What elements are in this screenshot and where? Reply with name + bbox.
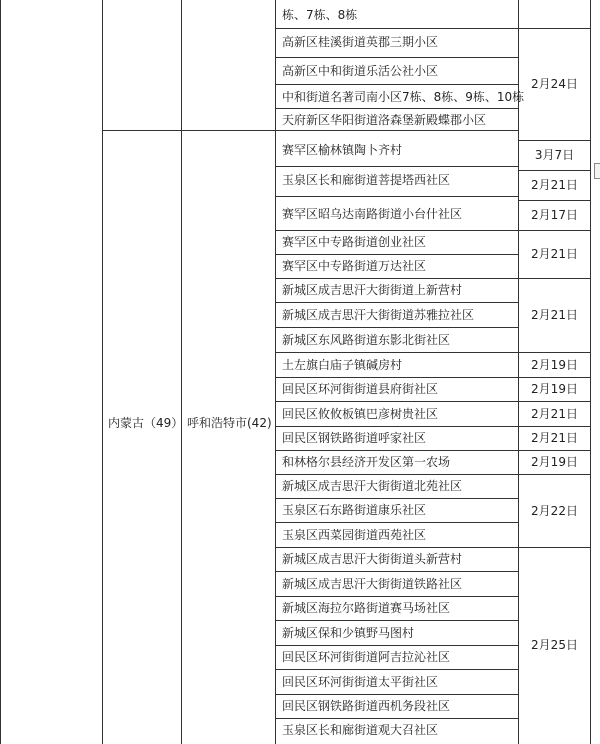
row-line <box>275 352 518 353</box>
area-cell: 新城区东风路街道东影北街社区 <box>282 333 451 347</box>
area-cell: 新城区保和少镇野马图村 <box>282 626 415 640</box>
date-group-line <box>518 230 590 231</box>
date-group-line <box>518 352 590 353</box>
date-group-line <box>518 200 590 201</box>
row-line <box>275 166 518 167</box>
row-line <box>275 57 518 58</box>
area-cell: 新城区成吉思汗大街街道铁路社区 <box>282 577 463 591</box>
date-cell: 3月7日 <box>534 148 575 162</box>
row-line <box>275 196 518 197</box>
row-line <box>275 547 518 548</box>
date-group-line <box>518 278 590 279</box>
row-line <box>275 108 518 109</box>
area-cell: 回民区环河街街道阿吉拉沁社区 <box>282 650 451 664</box>
row-line <box>275 571 518 572</box>
city-cell: 呼和浩特市(42) <box>187 416 272 430</box>
area-cell: 新城区海拉尔路街道赛马场社区 <box>282 601 451 615</box>
row-line <box>275 596 518 597</box>
scrollbar-handle[interactable] <box>594 163 600 179</box>
date-group-line <box>518 401 590 402</box>
area-cell: 高新区桂溪街道英郡三期小区 <box>282 35 439 49</box>
area-cell: 新城区成吉思汗大街街道上新营村 <box>282 283 463 297</box>
province-cell: 内蒙古（49） <box>108 416 184 430</box>
row-line <box>275 669 518 670</box>
column-divider <box>102 0 103 744</box>
row-line <box>275 498 518 499</box>
column-divider <box>518 0 519 744</box>
row-line <box>275 620 518 621</box>
date-cell: 2月25日 <box>531 638 578 652</box>
area-cell: 玉泉区石东路街道康乐社区 <box>282 503 427 517</box>
row-line <box>275 450 518 451</box>
table-border-right <box>590 0 591 744</box>
row-line <box>275 130 518 131</box>
row-line <box>275 694 518 695</box>
area-cell: 中和街道名著司南小区7栋、8栋、9栋、10栋 <box>282 90 525 104</box>
row-line <box>275 522 518 523</box>
area-cell: 高新区中和街道乐活公社小区 <box>282 64 439 78</box>
date-cell: 2月21日 <box>531 247 578 261</box>
date-group-line <box>518 140 590 141</box>
row-line <box>275 718 518 719</box>
area-cell: 赛罕区昭乌达南路街道小台什社区 <box>282 207 463 221</box>
row-line <box>275 474 518 475</box>
area-cell: 回民区钢铁路街道西机务段社区 <box>282 699 451 713</box>
area-cell: 赛罕区中专路街道创业社区 <box>282 235 427 249</box>
area-cell: 回民区环河街街道太平街社区 <box>282 675 439 689</box>
area-cell: 赛罕区中专路街道万达社区 <box>282 259 427 273</box>
date-cell: 2月21日 <box>531 407 578 421</box>
row-line <box>275 401 518 402</box>
area-cell: 新城区成吉思汗大街街道头新营村 <box>282 552 463 566</box>
column-divider <box>181 0 182 744</box>
area-cell: 回民区环河街街道县府街社区 <box>282 382 439 396</box>
date-cell: 2月21日 <box>531 308 578 322</box>
area-cell: 天府新区华阳街道洛森堡新殿蝶郡小区 <box>282 113 487 127</box>
row-line <box>275 327 518 328</box>
row-line <box>275 28 518 29</box>
area-cell: 玉泉区长和廊街道观大召社区 <box>282 723 439 737</box>
row-line <box>275 230 518 231</box>
date-group-line <box>518 426 590 427</box>
row-line <box>275 377 518 378</box>
date-cell: 2月22日 <box>531 504 578 518</box>
date-group-line <box>518 450 590 451</box>
area-cell: 赛罕区榆林镇陶卜齐村 <box>282 143 403 157</box>
column-divider <box>275 0 276 744</box>
date-cell: 2月19日 <box>531 455 578 469</box>
table-border-left <box>0 0 1 744</box>
date-group-line <box>518 547 590 548</box>
row-line <box>275 302 518 303</box>
area-cell: 玉泉区西菜园街道西苑社区 <box>282 528 427 542</box>
row-line <box>275 84 518 85</box>
section-divider <box>102 130 275 131</box>
area-cell: 土左旗白庙子镇碱房村 <box>282 358 403 372</box>
date-group-line <box>518 28 590 29</box>
area-cell: 栋、7栋、8栋 <box>282 8 358 22</box>
date-cell: 2月24日 <box>531 77 578 91</box>
date-cell: 2月19日 <box>531 382 578 396</box>
area-cell: 回民区钢铁路街道呼家社区 <box>282 431 427 445</box>
row-line <box>275 426 518 427</box>
date-cell: 2月19日 <box>531 358 578 372</box>
date-cell: 2月21日 <box>531 431 578 445</box>
area-cell: 新城区成吉思汗大街街道苏雅拉社区 <box>282 308 475 322</box>
date-group-line <box>518 170 590 171</box>
area-cell: 玉泉区长和廊街道菩提塔西社区 <box>282 173 451 187</box>
date-group-line <box>518 474 590 475</box>
area-cell: 回民区攸攸板镇巴彦树贵社区 <box>282 407 439 421</box>
area-cell: 新城区成吉思汗大街街道北苑社区 <box>282 479 463 493</box>
area-cell: 和林格尔县经济开发区第一农场 <box>282 455 451 469</box>
row-line <box>275 254 518 255</box>
row-line <box>275 645 518 646</box>
date-group-line <box>518 377 590 378</box>
row-line <box>275 278 518 279</box>
date-cell: 2月17日 <box>531 208 578 222</box>
date-cell: 2月21日 <box>531 178 578 192</box>
